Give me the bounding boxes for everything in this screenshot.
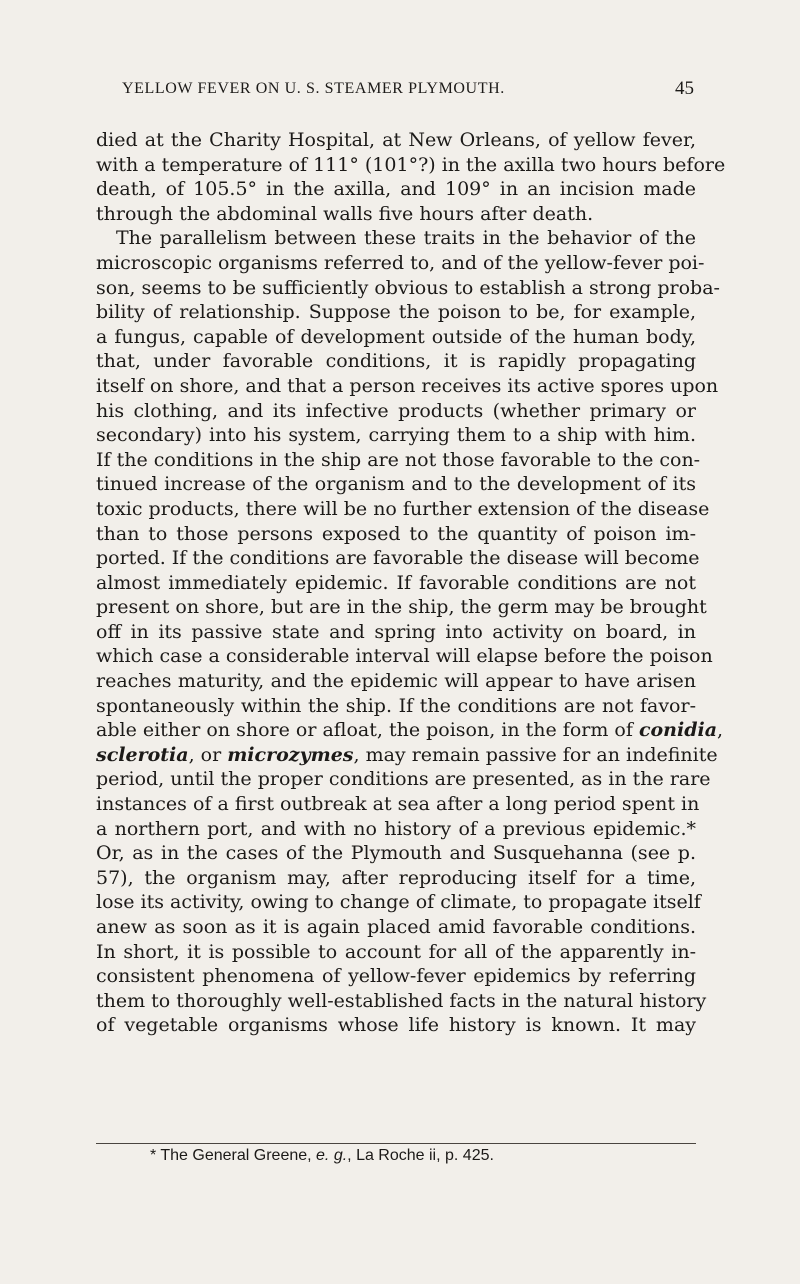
page-number: 45 <box>675 78 694 99</box>
text-segment: , or <box>188 743 228 766</box>
italic-term-conidia: conidia <box>638 719 718 742</box>
text-line: reaches maturity, and the epidemic will appear to have arisen <box>96 670 696 693</box>
footnote-suffix: , La Roche ii, p. 425. <box>347 1147 494 1164</box>
text-line: In short, it is possible to account for all of the apparently in- <box>96 940 696 963</box>
text-line: than to those persons exposed to the quantity of poison im- <box>96 522 696 545</box>
italic-term-microzymes: microzymes <box>227 743 354 766</box>
text-line: son, seems to be sufficiently obvious to establish a strong proba- <box>96 276 720 299</box>
text-line: died at the Charity Hospital, at New Orleans, of yellow fever, <box>96 129 696 151</box>
body-text <box>96 128 726 1038</box>
italic-term-sclerotia: sclerotia <box>96 743 189 766</box>
text-line: death, of 105.5° in the axilla, and 109° in an incision made <box>96 178 696 201</box>
text-line: them to thoroughly well-established facts in the natural history <box>96 989 707 1012</box>
text-line: spontaneously within the ship. If the conditions are not favor- <box>96 694 696 717</box>
text-line: of vegetable organisms whose life history is known. It may <box>96 1014 696 1037</box>
text-line: ported. If the conditions are favorable the disease will become <box>96 547 700 570</box>
text-line: that, under favorable conditions, it is rapidly propagating <box>96 350 696 373</box>
footnote-eg: e. g. <box>316 1147 348 1164</box>
text-line-with-italic <box>96 718 724 743</box>
text-line: consistent phenomena of yellow-fever epidemics by referring <box>96 965 696 988</box>
text-line: anew as soon as it is again placed amid favorable conditions. <box>96 916 696 938</box>
text-line-with-italic <box>96 743 718 768</box>
text-line: If the conditions in the ship are not those favorable to the con- <box>96 448 701 471</box>
text-line: lose its activity, owing to change of climate, to propagate itself <box>96 891 701 914</box>
text-line: tinued increase of the organism and to the development of its <box>96 473 696 496</box>
text-segment: , <box>717 719 724 742</box>
text-segment: able either on shore or afloat, the poison, in the form of <box>96 719 639 742</box>
text-line: which case a considerable interval will elapse before the poison <box>96 645 713 668</box>
footnote-divider <box>96 1143 696 1144</box>
paragraph-start-line: The parallelism between these traits in the behavior of the <box>116 227 696 250</box>
text-line: period, until the proper conditions are presented, as in the rare <box>96 768 711 791</box>
text-line: Or, as in the cases of the Plymouth and Susquehanna (see p. <box>96 842 696 865</box>
text-line: bility of relationship. Suppose the poison to be, for example, <box>96 301 696 324</box>
text-line: toxic products, there will be no further extension of the disease <box>96 497 710 520</box>
text-line: present on shore, but are in the ship, the germ may be brought <box>96 596 707 619</box>
text-line: instances of a first outbreak at sea after a long period spent in <box>96 793 700 816</box>
footnote-prefix: * The General Greene, <box>150 1147 317 1164</box>
text-line: secondary) into his system, carrying them to a ship with him. <box>96 424 696 447</box>
text-line: almost immediately epidemic. If favorable conditions are not <box>96 571 696 594</box>
text-line: his clothing, and its infective products (whether primary or <box>96 399 696 422</box>
text-line: with a temperature of 111° (101°?) in the axilla two hours before <box>96 153 726 176</box>
text-line: a northern port, and with no history of a previous epidemic.* <box>96 817 696 840</box>
running-head-title: YELLOW FEVER ON U. S. STEAMER PLYMOUTH. <box>122 80 505 97</box>
text-line: off in its passive state and spring into activity on board, in <box>96 620 696 643</box>
text-line: 57), the organism may, after reproducing itself for a time, <box>96 866 696 889</box>
text-segment: , may remain passive for an indefinite <box>353 743 718 766</box>
footnote <box>150 1146 670 1166</box>
text-line: through the abdominal walls five hours after death. <box>96 202 594 225</box>
text-line: a fungus, capable of development outside of the human body, <box>96 325 696 348</box>
text-line: microscopic organisms referred to, and of the yellow-fever poi- <box>96 251 705 274</box>
text-line: itself on shore, and that a person receives its active spores upon <box>96 374 719 397</box>
